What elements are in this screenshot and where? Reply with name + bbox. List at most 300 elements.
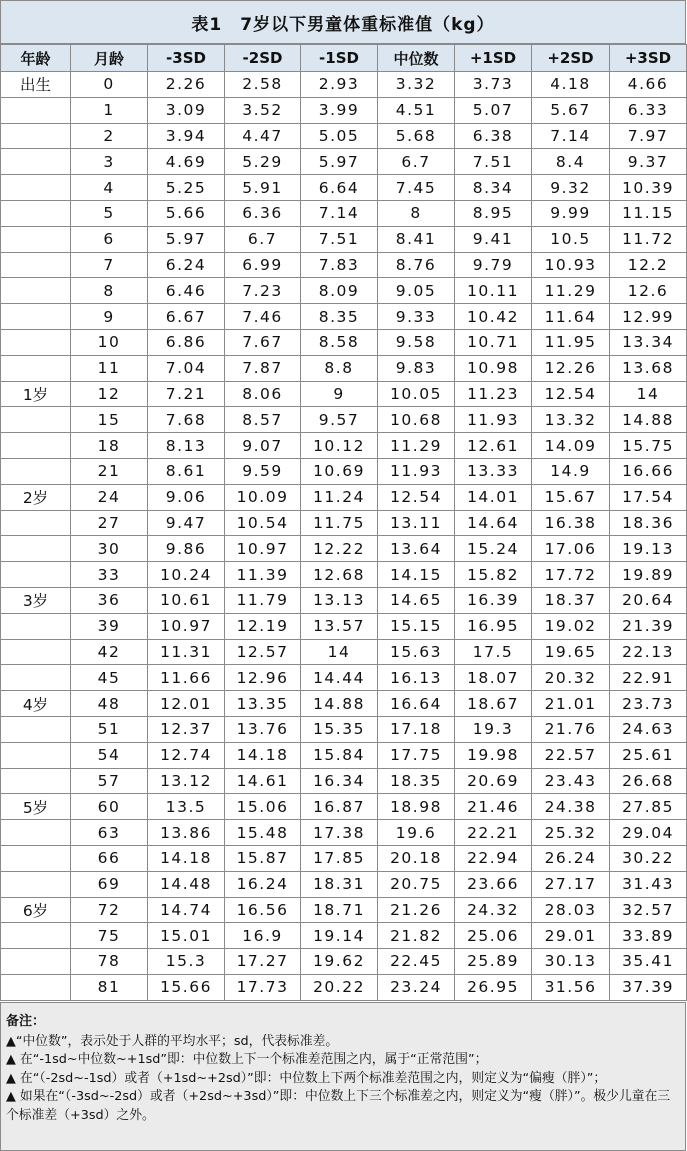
- age-cell: [1, 175, 71, 201]
- minus-1sd-cell: 7.51: [301, 226, 378, 252]
- plus-3sd-cell: 15.75: [610, 433, 687, 459]
- table-row: [1, 639, 687, 665]
- median-cell: 21.26: [378, 897, 455, 923]
- minus-1sd-cell: 5.05: [301, 123, 378, 149]
- median-cell: 18.98: [378, 794, 455, 820]
- minus-3sd-cell: 5.97: [148, 226, 225, 252]
- plus-3sd-cell: 14: [610, 381, 687, 407]
- median-cell: 16.64: [378, 691, 455, 717]
- minus-1sd-cell: 18.31: [301, 871, 378, 897]
- minus-3sd-cell: 13.5: [148, 794, 225, 820]
- table-row: [1, 587, 687, 613]
- plus-3sd-cell: 14.88: [610, 407, 687, 433]
- plus-2sd-cell: 25.32: [532, 820, 610, 846]
- notes-box: [0, 1002, 686, 1151]
- age-cell: [1, 200, 71, 226]
- table-title: 表1 7岁以下男童体重标准值（kg）: [0, 0, 686, 44]
- month-cell: 45: [71, 665, 148, 691]
- month-cell: 81: [71, 974, 148, 1000]
- weight-table: [0, 44, 687, 1001]
- header-plus-3sd: +3SD: [610, 45, 687, 72]
- month-cell: 21: [71, 458, 148, 484]
- minus-2sd-cell: 10.54: [225, 510, 301, 536]
- age-cell: [1, 820, 71, 846]
- age-cell: [1, 949, 71, 975]
- plus-2sd-cell: 16.38: [532, 510, 610, 536]
- age-cell: 出生: [1, 72, 71, 98]
- month-cell: 1: [71, 97, 148, 123]
- month-cell: 5: [71, 200, 148, 226]
- month-cell: 12: [71, 381, 148, 407]
- plus-1sd-cell: 25.06: [455, 923, 532, 949]
- minus-3sd-cell: 15.01: [148, 923, 225, 949]
- minus-2sd-cell: 7.87: [225, 355, 301, 381]
- header-plus-1sd: +1SD: [455, 45, 532, 72]
- age-cell: [1, 923, 71, 949]
- note-line: ▲“中位数”，表示处于人群的平均水平；sd，代表标准差。: [6, 1033, 339, 1049]
- minus-1sd-cell: 19.14: [301, 923, 378, 949]
- minus-1sd-cell: 9: [301, 381, 378, 407]
- plus-3sd-cell: 22.13: [610, 639, 687, 665]
- plus-3sd-cell: 30.22: [610, 845, 687, 871]
- table-row: [1, 716, 687, 742]
- minus-2sd-cell: 6.7: [225, 226, 301, 252]
- table-row: [1, 484, 687, 510]
- age-cell: [1, 278, 71, 304]
- minus-3sd-cell: 8.61: [148, 458, 225, 484]
- minus-3sd-cell: 2.26: [148, 72, 225, 98]
- age-cell: [1, 458, 71, 484]
- table-row: [1, 458, 687, 484]
- plus-3sd-cell: 12.6: [610, 278, 687, 304]
- month-cell: 66: [71, 845, 148, 871]
- median-cell: 17.18: [378, 716, 455, 742]
- minus-3sd-cell: 14.48: [148, 871, 225, 897]
- plus-2sd-cell: 17.06: [532, 536, 610, 562]
- plus-1sd-cell: 6.38: [455, 123, 532, 149]
- plus-2sd-cell: 13.32: [532, 407, 610, 433]
- minus-2sd-cell: 11.79: [225, 587, 301, 613]
- plus-1sd-cell: 16.39: [455, 587, 532, 613]
- month-cell: 69: [71, 871, 148, 897]
- plus-3sd-cell: 20.64: [610, 587, 687, 613]
- minus-3sd-cell: 4.69: [148, 149, 225, 175]
- minus-1sd-cell: 19.62: [301, 949, 378, 975]
- median-cell: 9.83: [378, 355, 455, 381]
- plus-2sd-cell: 12.54: [532, 381, 610, 407]
- age-cell: [1, 252, 71, 278]
- plus-2sd-cell: 12.26: [532, 355, 610, 381]
- header-minus-1sd: -1SD: [301, 45, 378, 72]
- plus-2sd-cell: 21.76: [532, 716, 610, 742]
- plus-1sd-cell: 25.89: [455, 949, 532, 975]
- median-cell: 10.05: [378, 381, 455, 407]
- plus-1sd-cell: 20.69: [455, 768, 532, 794]
- median-cell: 20.18: [378, 845, 455, 871]
- table-body: [1, 72, 687, 1001]
- age-cell: [1, 329, 71, 355]
- plus-1sd-cell: 7.51: [455, 149, 532, 175]
- table-row: [1, 97, 687, 123]
- minus-1sd-cell: 8.35: [301, 304, 378, 330]
- plus-2sd-cell: 9.99: [532, 200, 610, 226]
- plus-3sd-cell: 13.68: [610, 355, 687, 381]
- plus-2sd-cell: 7.14: [532, 123, 610, 149]
- minus-3sd-cell: 5.25: [148, 175, 225, 201]
- minus-1sd-cell: 18.71: [301, 897, 378, 923]
- plus-2sd-cell: 14.9: [532, 458, 610, 484]
- minus-2sd-cell: 11.39: [225, 562, 301, 588]
- minus-3sd-cell: 9.86: [148, 536, 225, 562]
- plus-2sd-cell: 8.4: [532, 149, 610, 175]
- age-cell: [1, 97, 71, 123]
- median-cell: 7.45: [378, 175, 455, 201]
- minus-2sd-cell: 5.29: [225, 149, 301, 175]
- minus-1sd-cell: 20.22: [301, 974, 378, 1000]
- minus-3sd-cell: 8.13: [148, 433, 225, 459]
- plus-3sd-cell: 17.54: [610, 484, 687, 510]
- minus-3sd-cell: 12.01: [148, 691, 225, 717]
- minus-1sd-cell: 17.85: [301, 845, 378, 871]
- plus-2sd-cell: 5.67: [532, 97, 610, 123]
- minus-3sd-cell: 6.24: [148, 252, 225, 278]
- plus-1sd-cell: 24.32: [455, 897, 532, 923]
- median-cell: 21.82: [378, 923, 455, 949]
- month-cell: 42: [71, 639, 148, 665]
- minus-2sd-cell: 12.57: [225, 639, 301, 665]
- minus-2sd-cell: 16.24: [225, 871, 301, 897]
- median-cell: 8.76: [378, 252, 455, 278]
- median-cell: 20.75: [378, 871, 455, 897]
- table-row: [1, 897, 687, 923]
- month-cell: 48: [71, 691, 148, 717]
- age-cell: [1, 123, 71, 149]
- month-cell: 8: [71, 278, 148, 304]
- table-row: [1, 433, 687, 459]
- header-plus-2sd: +2SD: [532, 45, 610, 72]
- month-cell: 30: [71, 536, 148, 562]
- plus-3sd-cell: 19.89: [610, 562, 687, 588]
- median-cell: 9.58: [378, 329, 455, 355]
- plus-1sd-cell: 9.41: [455, 226, 532, 252]
- plus-1sd-cell: 10.71: [455, 329, 532, 355]
- plus-3sd-cell: 37.39: [610, 974, 687, 1000]
- table-row: [1, 175, 687, 201]
- plus-2sd-cell: 31.56: [532, 974, 610, 1000]
- plus-3sd-cell: 32.57: [610, 897, 687, 923]
- plus-1sd-cell: 10.42: [455, 304, 532, 330]
- minus-1sd-cell: 8.8: [301, 355, 378, 381]
- table-row: [1, 691, 687, 717]
- minus-1sd-cell: 10.12: [301, 433, 378, 459]
- plus-2sd-cell: 11.64: [532, 304, 610, 330]
- plus-2sd-cell: 29.01: [532, 923, 610, 949]
- minus-1sd-cell: 6.64: [301, 175, 378, 201]
- median-cell: 14.65: [378, 587, 455, 613]
- plus-2sd-cell: 27.17: [532, 871, 610, 897]
- minus-3sd-cell: 10.61: [148, 587, 225, 613]
- minus-3sd-cell: 14.74: [148, 897, 225, 923]
- age-cell: [1, 871, 71, 897]
- age-cell: [1, 433, 71, 459]
- month-cell: 7: [71, 252, 148, 278]
- plus-2sd-cell: 15.67: [532, 484, 610, 510]
- plus-3sd-cell: 6.33: [610, 97, 687, 123]
- minus-2sd-cell: 13.35: [225, 691, 301, 717]
- month-cell: 10: [71, 329, 148, 355]
- table-row: [1, 278, 687, 304]
- age-cell: [1, 665, 71, 691]
- plus-3sd-cell: 9.37: [610, 149, 687, 175]
- month-cell: 63: [71, 820, 148, 846]
- plus-2sd-cell: 24.38: [532, 794, 610, 820]
- plus-3sd-cell: 16.66: [610, 458, 687, 484]
- minus-2sd-cell: 13.76: [225, 716, 301, 742]
- month-cell: 24: [71, 484, 148, 510]
- minus-1sd-cell: 13.13: [301, 587, 378, 613]
- age-cell: 6岁: [1, 897, 71, 923]
- plus-3sd-cell: 25.61: [610, 742, 687, 768]
- minus-1sd-cell: 16.87: [301, 794, 378, 820]
- minus-1sd-cell: 5.97: [301, 149, 378, 175]
- header-minus-2sd: -2SD: [225, 45, 301, 72]
- table-row: [1, 510, 687, 536]
- minus-2sd-cell: 9.07: [225, 433, 301, 459]
- month-cell: 27: [71, 510, 148, 536]
- age-cell: [1, 536, 71, 562]
- minus-2sd-cell: 15.06: [225, 794, 301, 820]
- median-cell: 10.68: [378, 407, 455, 433]
- age-cell: [1, 226, 71, 252]
- table-row: [1, 226, 687, 252]
- table-row: [1, 794, 687, 820]
- median-cell: 22.45: [378, 949, 455, 975]
- month-cell: 75: [71, 923, 148, 949]
- table-row: [1, 200, 687, 226]
- plus-3sd-cell: 24.63: [610, 716, 687, 742]
- month-cell: 15: [71, 407, 148, 433]
- age-cell: [1, 639, 71, 665]
- plus-3sd-cell: 10.39: [610, 175, 687, 201]
- table-row: [1, 407, 687, 433]
- age-cell: [1, 407, 71, 433]
- month-cell: 33: [71, 562, 148, 588]
- month-cell: 6: [71, 226, 148, 252]
- age-cell: [1, 613, 71, 639]
- plus-2sd-cell: 10.5: [532, 226, 610, 252]
- median-cell: 15.15: [378, 613, 455, 639]
- minus-2sd-cell: 15.48: [225, 820, 301, 846]
- median-cell: 14.15: [378, 562, 455, 588]
- minus-2sd-cell: 17.27: [225, 949, 301, 975]
- age-cell: [1, 510, 71, 536]
- median-cell: 5.68: [378, 123, 455, 149]
- minus-1sd-cell: 15.84: [301, 742, 378, 768]
- age-cell: [1, 304, 71, 330]
- table-row: [1, 355, 687, 381]
- minus-3sd-cell: 7.68: [148, 407, 225, 433]
- minus-2sd-cell: 2.58: [225, 72, 301, 98]
- minus-1sd-cell: 14.44: [301, 665, 378, 691]
- table-row: [1, 123, 687, 149]
- plus-2sd-cell: 28.03: [532, 897, 610, 923]
- month-cell: 11: [71, 355, 148, 381]
- plus-3sd-cell: 11.72: [610, 226, 687, 252]
- minus-3sd-cell: 9.06: [148, 484, 225, 510]
- plus-2sd-cell: 26.24: [532, 845, 610, 871]
- note-line: ▲ 在“（-2sd~-1sd）或者（+1sd~+2sd）”即：中位数上下两个标准差范围之内，则定义为“偏瘦（胖）”；: [6, 1070, 607, 1086]
- minus-3sd-cell: 11.66: [148, 665, 225, 691]
- month-cell: 4: [71, 175, 148, 201]
- minus-2sd-cell: 12.19: [225, 613, 301, 639]
- minus-3sd-cell: 13.86: [148, 820, 225, 846]
- month-cell: 9: [71, 304, 148, 330]
- minus-2sd-cell: 7.23: [225, 278, 301, 304]
- minus-2sd-cell: 10.09: [225, 484, 301, 510]
- plus-1sd-cell: 5.07: [455, 97, 532, 123]
- plus-1sd-cell: 22.94: [455, 845, 532, 871]
- table-row: [1, 536, 687, 562]
- minus-2sd-cell: 4.47: [225, 123, 301, 149]
- median-cell: 15.63: [378, 639, 455, 665]
- minus-2sd-cell: 9.59: [225, 458, 301, 484]
- table-row: [1, 304, 687, 330]
- plus-3sd-cell: 35.41: [610, 949, 687, 975]
- plus-1sd-cell: 12.61: [455, 433, 532, 459]
- minus-2sd-cell: 6.99: [225, 252, 301, 278]
- note-line: ▲ 如果在“（-3sd~-2sd）或者（+2sd~+3sd）”即：中位数上下三个标准差之内，则定义为“瘦（胖）”。极少儿童在三个标准差（+3sd）之外。: [6, 1089, 671, 1123]
- minus-3sd-cell: 9.47: [148, 510, 225, 536]
- minus-1sd-cell: 3.99: [301, 97, 378, 123]
- plus-1sd-cell: 23.66: [455, 871, 532, 897]
- minus-1sd-cell: 7.83: [301, 252, 378, 278]
- plus-3sd-cell: 11.15: [610, 200, 687, 226]
- plus-2sd-cell: 17.72: [532, 562, 610, 588]
- age-cell: [1, 716, 71, 742]
- median-cell: 4.51: [378, 97, 455, 123]
- minus-2sd-cell: 3.52: [225, 97, 301, 123]
- median-cell: 8: [378, 200, 455, 226]
- plus-2sd-cell: 21.01: [532, 691, 610, 717]
- plus-1sd-cell: 10.11: [455, 278, 532, 304]
- age-cell: 4岁: [1, 691, 71, 717]
- plus-3sd-cell: 13.34: [610, 329, 687, 355]
- plus-1sd-cell: 22.21: [455, 820, 532, 846]
- age-cell: 2岁: [1, 484, 71, 510]
- minus-3sd-cell: 3.94: [148, 123, 225, 149]
- minus-3sd-cell: 12.37: [148, 716, 225, 742]
- minus-1sd-cell: 12.68: [301, 562, 378, 588]
- month-cell: 0: [71, 72, 148, 98]
- minus-2sd-cell: 8.06: [225, 381, 301, 407]
- month-cell: 36: [71, 587, 148, 613]
- plus-2sd-cell: 23.43: [532, 768, 610, 794]
- plus-3sd-cell: 29.04: [610, 820, 687, 846]
- minus-2sd-cell: 7.46: [225, 304, 301, 330]
- minus-2sd-cell: 16.56: [225, 897, 301, 923]
- minus-3sd-cell: 3.09: [148, 97, 225, 123]
- header-month-age: 月龄: [71, 45, 148, 72]
- plus-3sd-cell: 33.89: [610, 923, 687, 949]
- plus-3sd-cell: 12.2: [610, 252, 687, 278]
- plus-2sd-cell: 4.18: [532, 72, 610, 98]
- age-cell: [1, 355, 71, 381]
- minus-3sd-cell: 6.86: [148, 329, 225, 355]
- minus-2sd-cell: 16.9: [225, 923, 301, 949]
- plus-1sd-cell: 9.79: [455, 252, 532, 278]
- plus-2sd-cell: 18.37: [532, 587, 610, 613]
- plus-1sd-cell: 17.5: [455, 639, 532, 665]
- plus-3sd-cell: 22.91: [610, 665, 687, 691]
- table-row: [1, 845, 687, 871]
- header-row: [1, 45, 687, 72]
- age-cell: [1, 149, 71, 175]
- table-row: [1, 923, 687, 949]
- header-minus-3sd: -3SD: [148, 45, 225, 72]
- minus-2sd-cell: 10.97: [225, 536, 301, 562]
- age-cell: [1, 768, 71, 794]
- plus-3sd-cell: 27.85: [610, 794, 687, 820]
- median-cell: 8.41: [378, 226, 455, 252]
- median-cell: 12.54: [378, 484, 455, 510]
- month-cell: 39: [71, 613, 148, 639]
- plus-1sd-cell: 16.95: [455, 613, 532, 639]
- table-row: [1, 149, 687, 175]
- month-cell: 2: [71, 123, 148, 149]
- median-cell: 13.11: [378, 510, 455, 536]
- plus-2sd-cell: 14.09: [532, 433, 610, 459]
- plus-2sd-cell: 22.57: [532, 742, 610, 768]
- plus-2sd-cell: 10.93: [532, 252, 610, 278]
- plus-2sd-cell: 30.13: [532, 949, 610, 975]
- table-row: [1, 820, 687, 846]
- plus-1sd-cell: 13.33: [455, 458, 532, 484]
- minus-3sd-cell: 15.3: [148, 949, 225, 975]
- minus-1sd-cell: 13.57: [301, 613, 378, 639]
- plus-3sd-cell: 4.66: [610, 72, 687, 98]
- minus-1sd-cell: 8.58: [301, 329, 378, 355]
- median-cell: 13.64: [378, 536, 455, 562]
- minus-3sd-cell: 10.24: [148, 562, 225, 588]
- table-row: [1, 742, 687, 768]
- median-cell: 18.35: [378, 768, 455, 794]
- minus-1sd-cell: 8.09: [301, 278, 378, 304]
- plus-1sd-cell: 18.67: [455, 691, 532, 717]
- plus-2sd-cell: 19.65: [532, 639, 610, 665]
- minus-1sd-cell: 12.22: [301, 536, 378, 562]
- table-row: [1, 613, 687, 639]
- table-header: [1, 45, 687, 72]
- plus-3sd-cell: 31.43: [610, 871, 687, 897]
- month-cell: 18: [71, 433, 148, 459]
- age-cell: 3岁: [1, 587, 71, 613]
- minus-1sd-cell: 15.35: [301, 716, 378, 742]
- age-cell: [1, 974, 71, 1000]
- plus-2sd-cell: 11.29: [532, 278, 610, 304]
- age-cell: [1, 845, 71, 871]
- minus-1sd-cell: 14.88: [301, 691, 378, 717]
- median-cell: 11.93: [378, 458, 455, 484]
- plus-1sd-cell: 14.01: [455, 484, 532, 510]
- plus-1sd-cell: 3.73: [455, 72, 532, 98]
- month-cell: 57: [71, 768, 148, 794]
- minus-2sd-cell: 17.73: [225, 974, 301, 1000]
- table-row: [1, 665, 687, 691]
- month-cell: 60: [71, 794, 148, 820]
- plus-1sd-cell: 10.98: [455, 355, 532, 381]
- minus-1sd-cell: 17.38: [301, 820, 378, 846]
- minus-2sd-cell: 7.67: [225, 329, 301, 355]
